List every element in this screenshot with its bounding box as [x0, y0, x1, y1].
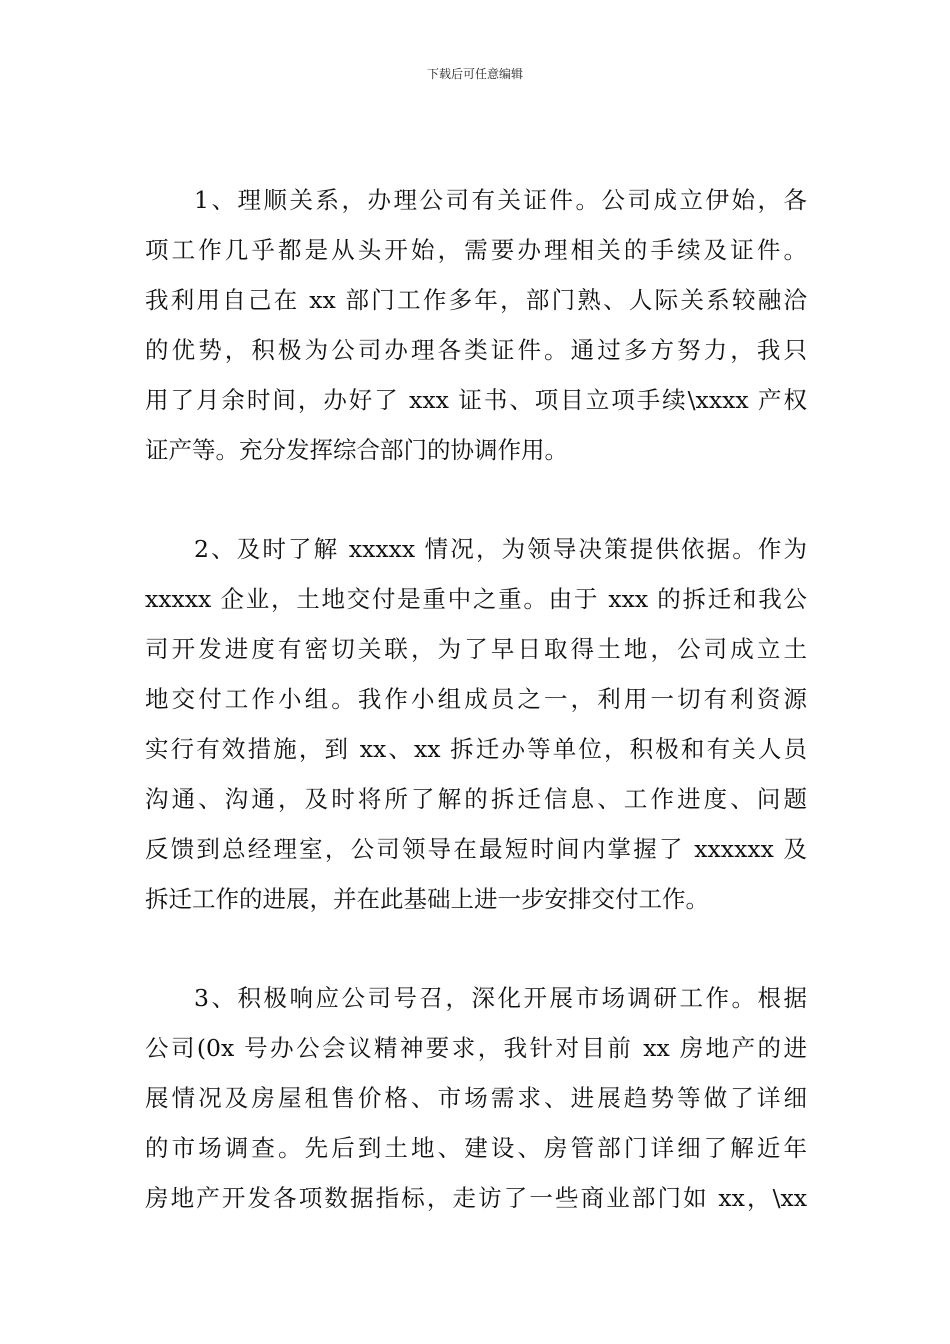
paragraph-line: 实行有效措施，到 xx、xx 拆迁办等单位，积极和有关人员 [145, 735, 807, 763]
paragraph-line: 3、积极响应公司号召，深化开展市场调研工作。根据 [194, 984, 807, 1012]
paragraph-line: 沟通、沟通，及时将所了解的拆迁信息、工作进度、问题 [145, 785, 807, 813]
paragraph-line: 房地产开发各项数据指标，走访了一些商业部门如 xx，\xx [145, 1184, 807, 1212]
paragraph-line: 2、及时了解 xxxxx 情况，为领导决策提供依据。作为 [194, 535, 807, 563]
paragraph-line: 证产等。充分发挥综合部门的协调作用。 [145, 436, 568, 464]
paragraph-line: 用了月余时间，办好了 xxx 证书、项目立项手续\xxxx 产权 [145, 386, 807, 414]
paragraph-line: 的优势，积极为公司办理各类证件。通过多方努力，我只 [145, 336, 807, 364]
paragraph-line: 我利用自己在 xx 部门工作多年，部门熟、人际关系较融洽 [145, 286, 807, 314]
paragraph-line: 拆迁工作的进展，并在此基础上进一步安排交付工作。 [145, 885, 709, 913]
paragraph-line: xxxxx 企业，土地交付是重中之重。由于 xxx 的拆迁和我公 [145, 585, 807, 613]
paragraph-line: 项工作几乎都是从头开始，需要办理相关的手续及证件。 [145, 236, 807, 264]
paragraph-line: 地交付工作小组。我作小组成员之一，利用一切有利资源 [145, 685, 807, 713]
paragraph-line: 1、理顺关系，办理公司有关证件。公司成立伊始，各 [194, 186, 807, 214]
paragraph-line: 司开发进度有密切关联，为了早日取得土地，公司成立土 [145, 635, 807, 663]
page-header: 下载后可任意编辑 [426, 67, 523, 81]
paragraph-line: 的市场调查。先后到土地、建设、房管部门详细了解近年 [145, 1134, 807, 1162]
paragraph-line: 展情况及房屋租售价格、市场需求、进展趋势等做了详细 [145, 1084, 807, 1112]
paragraph-line: 公司(0x 号办公会议精神要求，我针对目前 xx 房地产的进 [145, 1034, 807, 1062]
paragraph-line: 反馈到总经理室，公司领导在最短时间内掌握了 xxxxxx 及 [145, 835, 807, 863]
